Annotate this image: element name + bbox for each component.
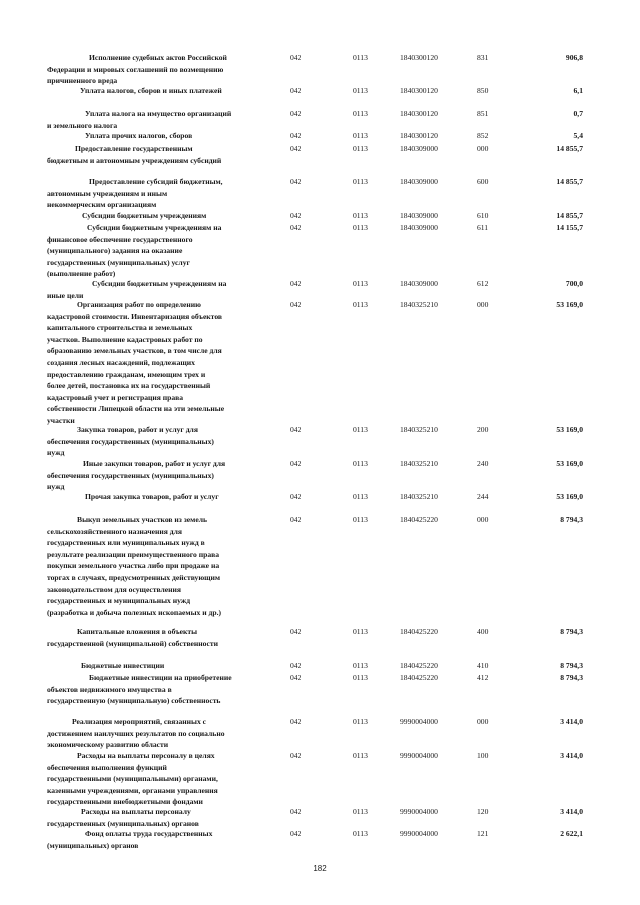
ministry-code: 042 (290, 223, 302, 232)
row-name-line: Капитальные вложения в объекты (77, 627, 198, 636)
row-name-line: обеспечения государственных (муниципальных) (47, 470, 214, 480)
row-name-line: государственных (муниципальных) услуг (47, 257, 190, 267)
section-code: 0113 (353, 673, 368, 682)
ministry-code: 042 (290, 211, 302, 220)
row-name-line: (выполнение работ) (47, 269, 116, 279)
target-article-code: 1840300120 (400, 86, 438, 95)
section-code: 0113 (353, 717, 368, 726)
expense-type-code: 852 (477, 131, 489, 140)
expense-type-code: 000 (477, 144, 489, 153)
amount-value: 700,0 (565, 279, 583, 288)
amount-value: 3 414,0 (560, 717, 583, 726)
row-name (47, 424, 265, 459)
amount-value: 14 855,7 (556, 177, 583, 186)
expense-type-code: 850 (477, 86, 489, 95)
ministry-code: 042 (290, 86, 302, 95)
section-code: 0113 (353, 492, 368, 501)
amount-value: 8 794,3 (560, 515, 583, 524)
expense-type-code: 200 (477, 425, 489, 434)
row-name-line: Уплата налогов, сборов и иных платежей (80, 86, 222, 95)
expense-type-code: 100 (477, 751, 489, 760)
section-code: 0113 (353, 751, 368, 760)
amount-value: 3 414,0 (560, 751, 583, 760)
expense-type-code: 120 (477, 807, 489, 816)
target-article-code: 1840309000 (400, 211, 438, 220)
row-name-line: государственную (муниципальную) собственность (47, 696, 221, 706)
expense-type-code: 600 (477, 177, 489, 186)
row-name-line: сельскохозяйственного назначения для (47, 526, 182, 536)
section-code: 0113 (353, 459, 368, 468)
row-name-line: Федерации и мировых соглашений по возмещению (47, 64, 224, 74)
row-name-line: создания лесных насаждений, подлежащих (47, 357, 195, 367)
ministry-code: 042 (290, 661, 302, 670)
row-name-line: некоммерческим организациям (47, 200, 157, 210)
section-code: 0113 (353, 425, 368, 434)
row-name (47, 130, 265, 142)
section-code: 0113 (353, 211, 368, 220)
row-name-line: Уплата прочих налогов, сборов (85, 131, 193, 140)
row-name-line: государственных и муниципальных нужд (47, 596, 191, 606)
row-name (47, 210, 265, 222)
amount-value: 8 794,3 (560, 627, 583, 636)
ministry-code: 042 (290, 131, 302, 140)
row-name-line: и земельного налога (47, 120, 118, 130)
row-name-line: образованию земельных участков, в том числе для (47, 346, 222, 356)
row-name-line: объектов недвижимого имущества в (47, 684, 172, 694)
row-name-line: Расходы на выплаты персоналу в целях (77, 751, 215, 760)
row-name-line: собственности Липецкой области на эти земельные (47, 404, 225, 414)
row-name-line: государственной (муниципальной) собственности (47, 638, 218, 648)
expense-type-code: 400 (477, 627, 489, 636)
ministry-code: 042 (290, 515, 302, 524)
amount-value: 53 169,0 (556, 492, 583, 501)
row-name-line: Фонд оплаты труда государственных (85, 829, 213, 838)
row-name (47, 85, 265, 97)
target-article-code: 1840309000 (400, 177, 438, 186)
row-name-line: причиненного вреда (47, 76, 118, 86)
row-name-line: торгах в случаях, предусмотренных действующим (47, 572, 221, 582)
amount-value: 53 169,0 (556, 300, 583, 309)
ministry-code: 042 (290, 279, 302, 288)
section-code: 0113 (353, 661, 368, 670)
row-name-line: Реализация мероприятий, связанных с (72, 717, 207, 726)
amount-value: 8 794,3 (560, 661, 583, 670)
expense-type-code: 000 (477, 717, 489, 726)
ministry-code: 042 (290, 492, 302, 501)
amount-value: 6,1 (573, 86, 583, 95)
section-code: 0113 (353, 177, 368, 186)
expense-type-code: 611 (477, 223, 489, 232)
amount-value: 14 855,7 (556, 144, 583, 153)
expense-type-code: 610 (477, 211, 489, 220)
target-article-code: 1840309000 (400, 279, 438, 288)
ministry-code: 042 (290, 829, 302, 838)
section-code: 0113 (353, 223, 368, 232)
expense-type-code: 000 (477, 300, 489, 309)
ministry-code: 042 (290, 807, 302, 816)
target-article-code: 9990004000 (400, 807, 438, 816)
expense-type-code: 851 (477, 109, 489, 118)
amount-value: 3 414,0 (560, 807, 583, 816)
ministry-code: 042 (290, 751, 302, 760)
row-name-line: (муниципальных) органов (47, 840, 139, 850)
row-name-line: капитального строительства и земельных (47, 323, 193, 333)
expense-type-code: 410 (477, 661, 489, 670)
row-name-line: Бюджетные инвестиции (81, 661, 165, 670)
ministry-code: 042 (290, 717, 302, 726)
target-article-code: 1840309000 (400, 144, 438, 153)
ministry-code: 042 (290, 300, 302, 309)
row-name-line: кадастровый учет и регистрация права (47, 392, 184, 402)
section-code: 0113 (353, 53, 368, 62)
row-name-line: (муниципального) задания на оказание (47, 246, 183, 256)
row-name-line: государственными (муниципальными) органами, (47, 774, 218, 784)
row-name-line: кадастровой стоимости. Инвентаризация объектов (47, 311, 223, 321)
row-name-line: финансовое обеспечение государственного (47, 234, 193, 244)
row-name-line: Прочая закупка товаров, работ и услуг (85, 492, 219, 501)
expense-type-code: 121 (477, 829, 489, 838)
row-name (47, 672, 265, 707)
ministry-code: 042 (290, 627, 302, 636)
ministry-code: 042 (290, 459, 302, 468)
row-name-line: участки (47, 415, 75, 425)
row-name (47, 278, 265, 301)
row-name-line: бюджетным и автономным учреждениям субсидий (47, 155, 222, 165)
target-article-code: 1840425220 (400, 661, 438, 670)
ministry-code: 042 (290, 144, 302, 153)
target-article-code: 1840425220 (400, 627, 438, 636)
expense-type-code: 412 (477, 673, 489, 682)
target-article-code: 9990004000 (400, 829, 438, 838)
amount-value: 53 169,0 (556, 425, 583, 434)
amount-value: 906,8 (565, 53, 583, 62)
target-article-code: 1840325210 (400, 300, 438, 309)
section-code: 0113 (353, 109, 368, 118)
row-name-line: предоставлению гражданам, имеющим трех и (47, 369, 206, 379)
ministry-code: 042 (290, 109, 302, 118)
row-name-line: результате реализации преимущественного права (47, 549, 220, 559)
target-article-code: 1840425220 (400, 515, 438, 524)
row-name (47, 491, 265, 503)
row-name-line: нужд (47, 448, 65, 458)
section-code: 0113 (353, 515, 368, 524)
row-name-line: (разработка и добыча полезных ископаемых и др.) (47, 607, 221, 617)
row-name (47, 806, 265, 829)
section-code: 0113 (353, 829, 368, 838)
row-name-line: участков. Выполнение кадастровых работ по (47, 334, 203, 344)
row-name-line: обеспечения государственных (муниципальных) (47, 436, 214, 446)
amount-value: 14 155,7 (556, 223, 583, 232)
section-code: 0113 (353, 131, 368, 140)
target-article-code: 1840325210 (400, 492, 438, 501)
expense-type-code: 000 (477, 515, 489, 524)
row-name-line: экономическому развитию области (47, 740, 169, 750)
target-article-code: 1840309000 (400, 223, 438, 232)
row-name (47, 828, 265, 851)
target-article-code: 1840300120 (400, 109, 438, 118)
row-name (47, 143, 265, 166)
expense-type-code: 240 (477, 459, 489, 468)
row-name (47, 222, 265, 280)
row-name-line: законодательством для осуществления (47, 584, 182, 594)
section-code: 0113 (353, 86, 368, 95)
row-name-line: Бюджетные инвестиции на приобретение (89, 673, 232, 682)
section-code: 0113 (353, 807, 368, 816)
row-name (47, 52, 265, 87)
row-name-line: государственных или муниципальных нужд в (47, 538, 205, 548)
row-name-line: государственных (муниципальных) органов (47, 818, 199, 828)
ministry-code: 042 (290, 53, 302, 62)
target-article-code: 9990004000 (400, 751, 438, 760)
row-name (47, 108, 265, 131)
section-code: 0113 (353, 279, 368, 288)
amount-value: 53 169,0 (556, 459, 583, 468)
row-name-line: Предоставление государственным (75, 144, 193, 153)
row-name-line: Организация работ по определению (77, 300, 201, 309)
target-article-code: 1840300120 (400, 53, 438, 62)
row-name-line: Уплата налога на имущество организаций (85, 109, 232, 118)
row-name-line: казенными учреждениями, органами управления (47, 785, 218, 795)
amount-value: 8 794,3 (560, 673, 583, 682)
row-name-line: автономным учреждениям и иным (47, 188, 168, 198)
row-name (47, 514, 265, 618)
target-article-code: 1840425220 (400, 673, 438, 682)
row-name-line: Закупка товаров, работ и услуг для (77, 425, 198, 434)
row-name (47, 626, 265, 649)
section-code: 0113 (353, 627, 368, 636)
row-name-line: иные цели (47, 290, 84, 300)
page-number: 182 (313, 864, 327, 873)
target-article-code: 1840325210 (400, 425, 438, 434)
row-name-line: нужд (47, 482, 65, 492)
row-name (47, 750, 265, 808)
ministry-code: 042 (290, 177, 302, 186)
row-name-line: достижением наилучших результатов по социально (47, 728, 225, 738)
amount-value: 2 622,1 (560, 829, 583, 838)
row-name-line: более детей, постановка их на государственный (47, 381, 211, 391)
row-name-line: Исполнение судебных актов Российской (89, 53, 227, 62)
target-article-code: 9990004000 (400, 717, 438, 726)
row-name-line: государственными внебюджетными фондами (47, 797, 203, 807)
target-article-code: 1840300120 (400, 131, 438, 140)
row-name (47, 176, 265, 211)
row-name (47, 458, 265, 493)
row-name-line: Субсидии бюджетным учреждениям на (92, 279, 227, 288)
section-code: 0113 (353, 144, 368, 153)
row-name-line: Иные закупки товаров, работ и услуг для (83, 459, 226, 468)
row-name (47, 299, 265, 427)
row-name (47, 716, 265, 751)
amount-value: 14 855,7 (556, 211, 583, 220)
row-name-line: Предоставление субсидий бюджетным, (89, 177, 223, 186)
ministry-code: 042 (290, 673, 302, 682)
row-name-line: Расходы на выплаты персоналу (81, 807, 191, 816)
amount-value: 0,7 (573, 109, 583, 118)
expense-type-code: 244 (477, 492, 489, 501)
row-name-line: Субсидии бюджетным учреждениям (82, 211, 207, 220)
target-article-code: 1840325210 (400, 459, 438, 468)
row-name-line: Выкуп земельных участков из земель (77, 515, 207, 524)
amount-value: 5,4 (573, 131, 583, 140)
expense-type-code: 831 (477, 53, 489, 62)
row-name-line: покупки земельного участка либо при продаже на (47, 561, 220, 571)
section-code: 0113 (353, 300, 368, 309)
expense-type-code: 612 (477, 279, 489, 288)
row-name-line: Субсидии бюджетным учреждениям на (87, 223, 222, 232)
row-name-line: обеспечения выполнения функций (47, 762, 167, 772)
ministry-code: 042 (290, 425, 302, 434)
row-name (47, 660, 265, 672)
